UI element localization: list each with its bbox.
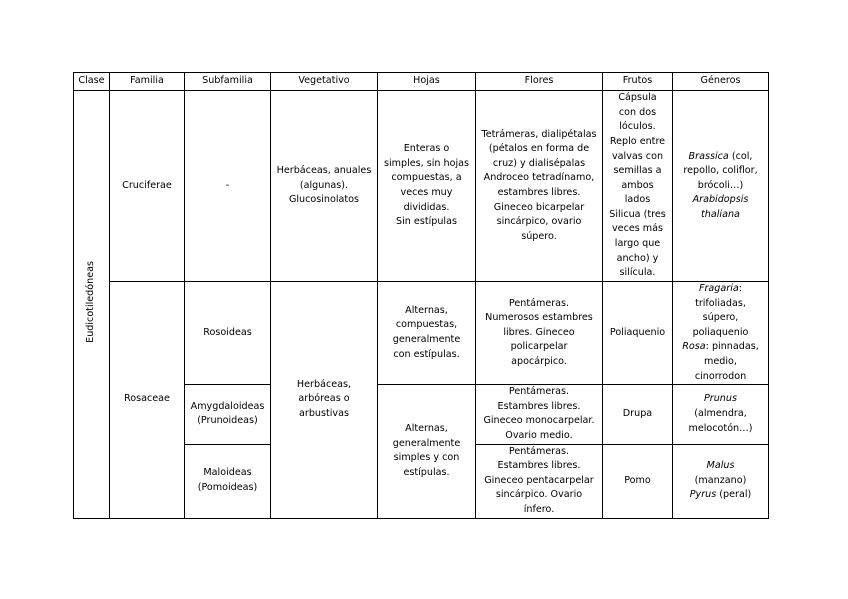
- hojas-rosoideas: Alternas, compuestas, generalmente con estípulas.: [378, 282, 476, 385]
- header-familia: Familia: [110, 73, 185, 91]
- header-subfamilia: Subfamilia: [185, 73, 271, 91]
- frutos-maloideas: Pomo: [603, 444, 673, 518]
- genus-prunus-desc: (almendra, melocotón…): [688, 408, 753, 434]
- vegetativo-rosaceae: Herbáceas, arbóreas o arbustivas: [271, 282, 378, 519]
- genus-malus: Malus: [706, 460, 735, 472]
- genus-pyrus-desc: (peral): [716, 489, 752, 501]
- generos-maloideas: [673, 444, 769, 518]
- familia-rosaceae: Rosaceae: [110, 282, 185, 519]
- table-row-rosoideas: [74, 282, 769, 385]
- genus-fragaria: Fragaria: [698, 283, 739, 294]
- genus-rosa: Rosa: [682, 341, 706, 353]
- header-vegetativo: Vegetativo: [271, 73, 378, 91]
- frutos-cruciferae: Cápsula con dos lóculos. Replo entre valvas con semillas a ambos lados Silicua (tres veces más largo que ancho) y silícula.: [603, 91, 673, 282]
- frutos-amygdaloideas: Drupa: [603, 385, 673, 444]
- flores-cruciferae: Tetrámeras, dialipétalas (pétalos en forma de cruz) y dialisépalas Androceo tetradínamo, estambres libres. Gineceo bicarpelar sincárpico, ovario súpero.: [476, 91, 603, 282]
- genus-rosa-desc: : pinnadas, medio, cinorrodon: [694, 341, 759, 382]
- familia-cruciferae: Cruciferae: [110, 91, 185, 282]
- header-hojas: Hojas: [378, 73, 476, 91]
- genus-pyrus: Pyrus: [689, 489, 717, 501]
- frutos-rosoideas: Poliaquenio: [603, 282, 673, 385]
- header-clase: Clase: [74, 73, 110, 91]
- flores-rosoideas: Pentámeras. Numerosos estambres libres. Gineceo policarpelar apocárpico.: [476, 282, 603, 385]
- generos-rosoideas: [673, 282, 769, 385]
- header-flores: Flores: [476, 73, 603, 91]
- hojas-cruciferae: Enteras o simples, sin hojas compuestas, a veces muy divididas. Sin estípulas: [378, 91, 476, 282]
- flores-amygdaloideas: Pentámeras. Estambres libres. Gineceo monocarpelar. Ovario medio.: [476, 385, 603, 444]
- genus-brassica-desc: (col, repollo, coliflor, brócoli…): [683, 150, 758, 191]
- generos-cruciferae: [673, 91, 769, 282]
- hojas-amygdaloideas-maloideas: Alternas, generalmente simples y con estípulas.: [378, 385, 476, 518]
- generos-amygdaloideas: [673, 385, 769, 444]
- header-frutos: Frutos: [603, 73, 673, 91]
- table-row-cruciferae: [74, 91, 769, 282]
- header-row: [74, 73, 769, 91]
- flores-maloideas: Pentámeras. Estambres libres. Gineceo pentacarpelar sincárpico. Ovario ínfero.: [476, 444, 603, 518]
- header-generos: Géneros: [673, 73, 769, 91]
- genus-prunus: Prunus: [704, 393, 737, 405]
- genus-brassica: Brassica: [688, 150, 729, 162]
- genus-arabidopsis: Arabidopsis thaliana: [692, 194, 749, 220]
- subfamilia-rosoideas: Rosoideas: [185, 282, 271, 385]
- genus-malus-desc: (manzano): [694, 474, 747, 486]
- subfamilia-amygdaloideas: Amygdaloideas (Prunoideas): [185, 385, 271, 444]
- vegetativo-cruciferae: Herbáceas, anuales (algunas). Glucosinolatos: [271, 91, 378, 282]
- subfamilia-cruciferae: -: [185, 91, 271, 282]
- subfamilia-maloideas: Maloideas (Pomoideas): [185, 444, 271, 518]
- clase-label: Eudicotiledóneas: [85, 260, 97, 343]
- botany-classification-table: [73, 72, 769, 519]
- genus-fragaria-desc: : trifoliadas, súpero, poliaquenio: [692, 283, 749, 338]
- clase-cell: [74, 91, 110, 519]
